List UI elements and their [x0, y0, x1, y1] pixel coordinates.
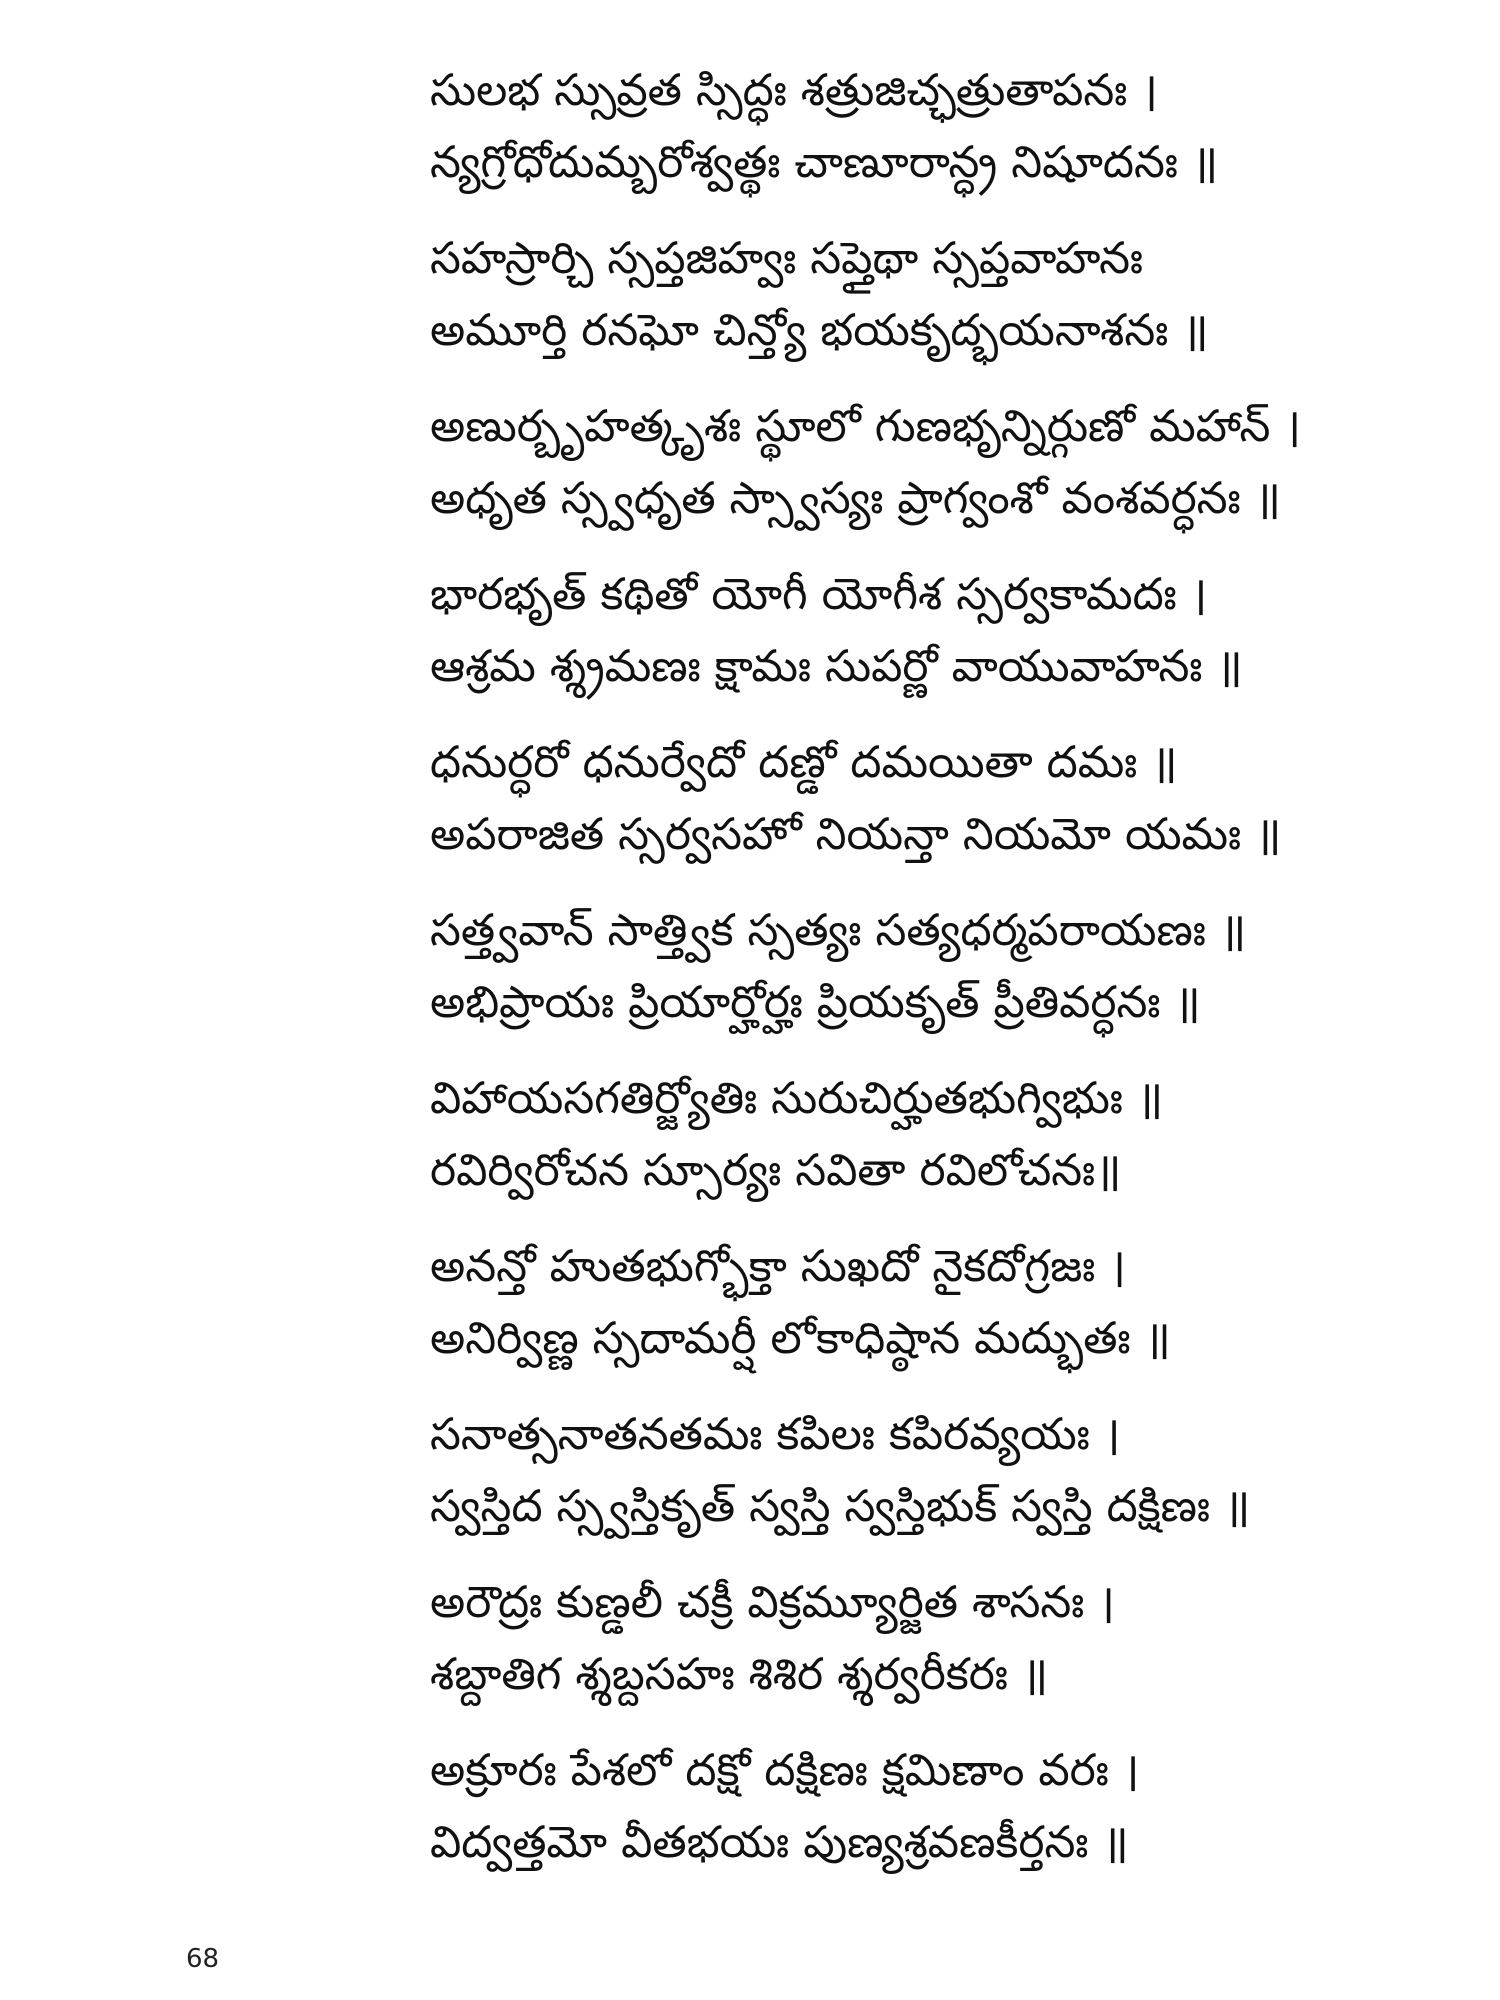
verse-line: ఆశ్రమ శ్శ్రమణః క్షామః సుపర్ణో వాయువాహనః ॥	[430, 641, 1243, 692]
verse-line: అనన్తో హుతభుగ్భోక్తా సుఖదో నైకదోగ్రజః ।	[430, 1241, 1126, 1292]
page-number: 68	[186, 1944, 220, 1974]
stanza	[430, 1231, 1470, 1375]
verse-line: సహస్రార్చి స్సప్తజిహ్వః సప్తైథా స్సప్తవాహనః	[430, 233, 1144, 284]
verse-block	[430, 55, 1470, 1903]
stanza	[430, 1399, 1470, 1543]
verse-line: సులభ స్సువ్రత స్సిద్ధః శత్రుజిచ్ఛత్రుతాపనః ।	[430, 65, 1158, 116]
verse-line: అరౌద్రః కుణ్డలీ చక్రీ విక్రమ్యూర్జిత శాసనః ।	[430, 1577, 1115, 1628]
verse-line: సనాత్సనాతనతమః కపిలః కపిరవ్యయః ।	[430, 1409, 1121, 1460]
stanza	[430, 895, 1470, 1039]
stanza	[430, 1063, 1470, 1207]
verse-line: శబ్దాతిగ శ్శబ్దసహః శిశిర శ్శర్వరీకరః ॥	[430, 1649, 1049, 1700]
verse-line: రవిర్విరోచన స్సూర్యః సవితా రవిలోచనః॥	[430, 1145, 1122, 1196]
stanza	[430, 1735, 1470, 1879]
verse-line: సత్త్వవాన్ సాత్త్విక స్సత్యః సత్యధర్మపరాయణః ॥	[430, 905, 1247, 956]
verse-line: భారభృత్ కథితో యోగీ యోగీశ స్సర్వకామదః ।	[430, 569, 1208, 620]
verse-line: అపరాజిత స్సర్వసహో నియన్తా నియమో యమః ॥	[430, 809, 1282, 860]
verse-line: న్యగ్రోధోదుమ్బరోశ్వత్థః చాణూరాన్ధ్ర నిషూదనః ॥	[430, 137, 1219, 188]
verse-line: అమూర్తి రనఘో చిన్త్యో భయకృద్భయనాశనః ॥	[430, 305, 1209, 356]
verse-line: అనిర్విణ్ణ స్సదామర్షీ లోకాధిష్ఠాన మద్భుతః ॥	[430, 1313, 1171, 1364]
verse-line: విహాయసగతిర్జ్యోతిః సురుచిర్హుతభుగ్విభుః ॥	[430, 1073, 1164, 1124]
verse-line: విద్వత్తమో వీతభయః పుణ్యశ్రవణకీర్తనః ॥	[430, 1817, 1129, 1868]
verse-line: అక్రూరః పేశలో దక్షో దక్షిణః క్షమిణాం వరః ।	[430, 1745, 1140, 1796]
stanza	[430, 223, 1470, 367]
verse-line: అభిప్రాయః ప్రియార్హోర్హః ప్రియకృత్ ప్రీతివర్ధనః ॥	[430, 977, 1201, 1028]
stanza	[430, 55, 1470, 199]
verse-line: ధనుర్ధరో ధనుర్వేదో దణ్డో దమయితా దమః ॥	[430, 737, 1178, 788]
verse-line: అధృత స్స్వధృత స్స్వాస్యః ప్రాగ్వంశో వంశవర్ధనః ॥	[430, 473, 1281, 524]
stanza	[430, 1567, 1470, 1711]
stanza	[430, 727, 1470, 871]
stanza	[430, 559, 1470, 703]
stanza	[430, 391, 1470, 535]
verse-line: అణుర్బృహత్కృశః స్థూలో గుణభృన్నిర్గుణో మహాన్ ।	[430, 401, 1302, 452]
verse-line: స్వస్తిద స్స్వస్తికృత్ స్వస్తి స్వస్తిభుక్ స్వస్తి దక్షిణః ॥	[430, 1481, 1251, 1532]
